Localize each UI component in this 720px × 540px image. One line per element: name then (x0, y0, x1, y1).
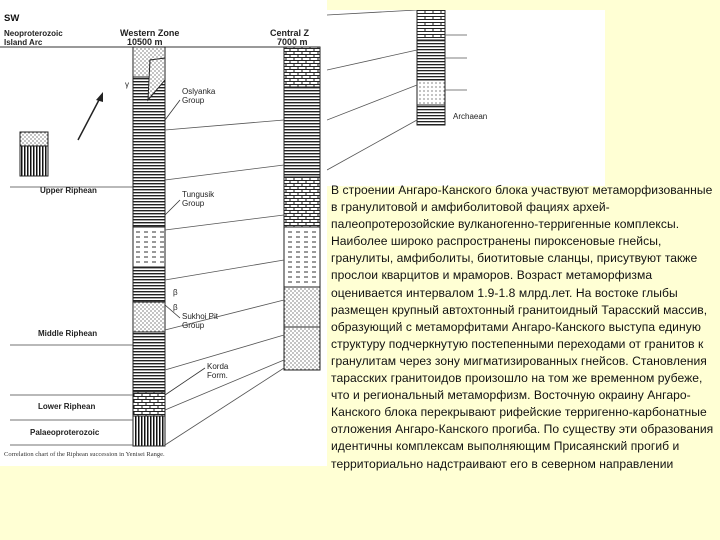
palaeoproterozoic-label: Palaeoproterozoic (30, 428, 100, 437)
korda-form-label: Form. (207, 371, 228, 380)
oslyanka-label: Oslyanka (182, 87, 216, 96)
fragment-graphics (327, 10, 605, 186)
description-text: В строении Ангаро-Канского блока участвуют метаморфизованные в гранулитовой и амфиболитовой фациях архей-палеопротерозойские вулканогенно-терригенные комплексы. Наиболее широко распространены пироксеновые гнейсы, гранулиты, амфиболиты, биотитовые сланцы, присутвуют также прослои кварцитов и мраморов. Возраст метаморфизма оценивается интервалом 1.9-1.8 млрд.лет. На востоке глыбы размещен крупный автохтонный гранитоидный Тарасский массив, образующий с метаморфитами Ангаро-Канского выступа единую структуру подчеркнутую постепенными переходами от гранитов к гранулитам через зону мигматизированных гнейсов. Становления тарасских гранитоидов произошло на том же временном рубеже, что и региональный метаморфизм. Восточную окраину Ангаро-Канского блока перекрывают рифейские терригенно-карбонатные отложения Ангаро-Канского прогиба. По существу эти образования идентичны комплексам выполняющим Присаянский прогиб и территориально надстраивают его в северном направлении (331, 183, 714, 471)
sukhoi-pit-label: Sukhoi Pit (182, 312, 219, 321)
arrow-icon (78, 98, 100, 140)
upper-riphean-label: Upper Riphean (40, 186, 97, 195)
sw-label: SW (4, 13, 20, 24)
western-zone-title: Western Zone (120, 28, 180, 38)
central-zone-thickness: 7000 m (277, 37, 308, 47)
central-zone-title: Central Z (270, 28, 310, 38)
island-arc-label: Island Arc (4, 38, 43, 47)
central-zone-fragment (327, 10, 605, 186)
western-zone-column (133, 47, 165, 446)
neoproterozoic-label: Neoproterozoic (4, 29, 63, 38)
sukhoi-pit-group-label: Group (182, 321, 205, 330)
western-zone-thickness: 10500 m (127, 37, 163, 47)
archaean-label: Archaean (453, 112, 488, 121)
gamma-symbol: γ (125, 80, 129, 89)
arrow-head-icon (96, 92, 103, 102)
korda-label: Korda (207, 362, 229, 371)
beta-symbol-2: β (173, 303, 178, 312)
beta-symbol-1: β (173, 288, 178, 297)
chart-caption: Correlation chart of the Riphean succession in Yenisei Range. (4, 451, 165, 458)
lower-riphean-label: Lower Riphean (38, 402, 96, 411)
tungusik-label: Tungusik (182, 190, 215, 199)
central-zone-column (284, 47, 320, 370)
tungusik-group-label: Group (182, 199, 205, 208)
correlation-lines (165, 120, 284, 445)
oslyanka-group-label: Group (182, 96, 205, 105)
correlation-chart (0, 0, 327, 466)
island-arc-column (20, 132, 48, 176)
chart-graphics (0, 0, 327, 466)
middle-riphean-label: Middle Riphean (38, 329, 98, 338)
